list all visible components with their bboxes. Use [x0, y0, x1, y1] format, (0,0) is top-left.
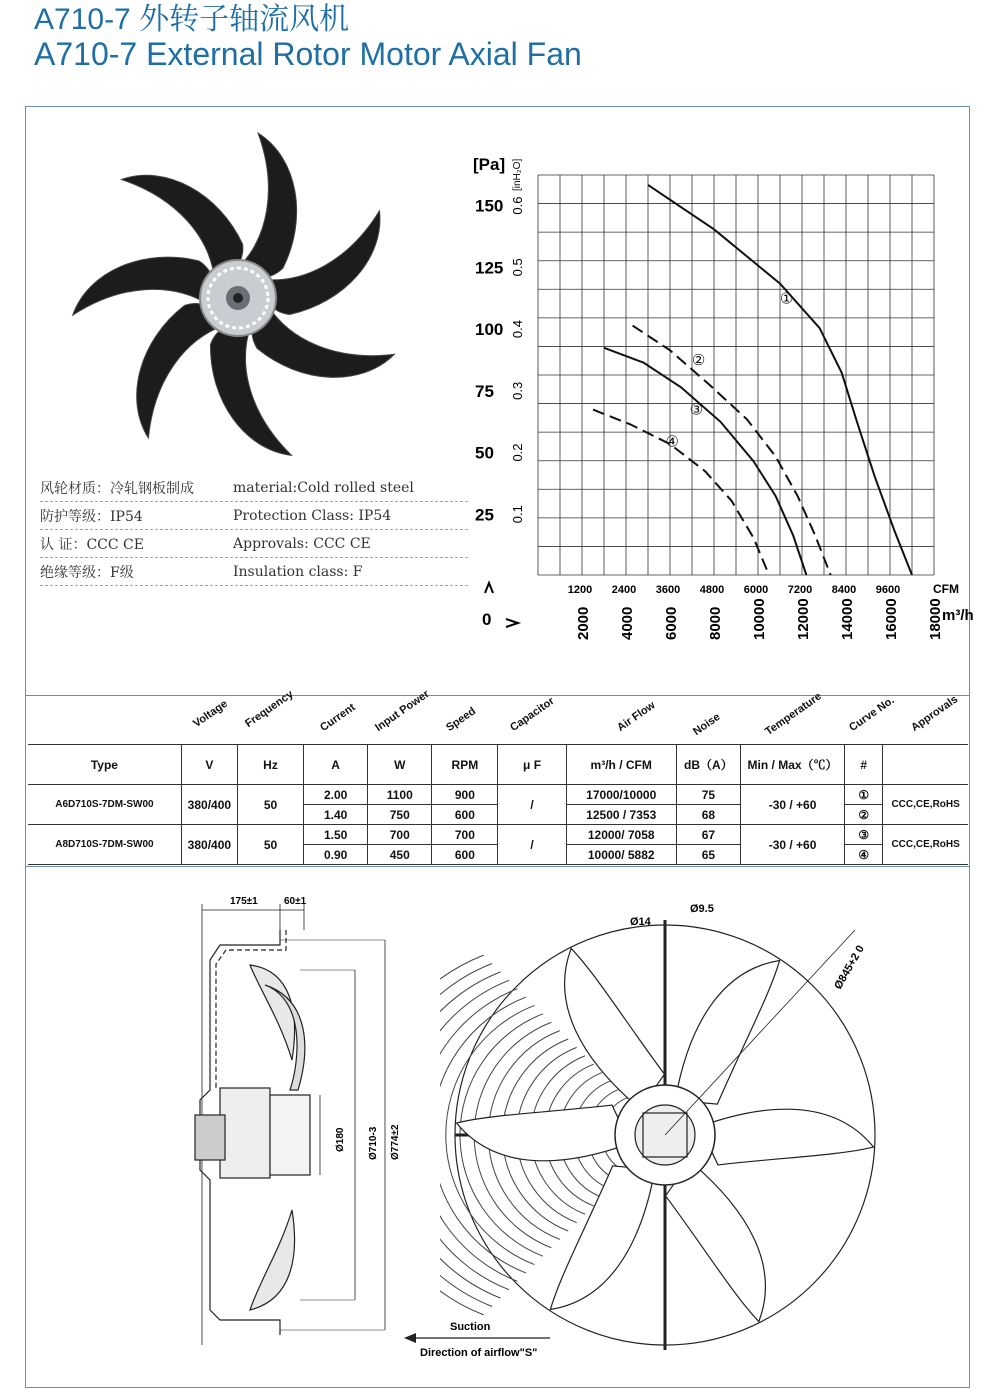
property-en: Approvals: CCC CE	[233, 535, 371, 552]
unit-curve: #	[845, 745, 883, 785]
unit-cap: μ F	[498, 745, 566, 785]
curve-label: ③	[689, 401, 704, 419]
cell-voltage: 380/400	[181, 785, 237, 825]
y-tick-inh2o: 0.3	[510, 381, 525, 400]
property-cn: 绝缘等级：F级	[40, 564, 134, 581]
spec-header-rotated	[28, 688, 968, 744]
cell-current: 1.40	[304, 805, 368, 825]
cell-power: 700	[368, 825, 432, 845]
unit-noise: dB（A）	[676, 745, 740, 785]
performance-chart	[460, 145, 980, 645]
header-noise: Noise	[691, 710, 723, 738]
curve-②	[633, 326, 831, 575]
cell-noise: 65	[676, 845, 740, 865]
x-tick-cfm: 2400	[611, 584, 637, 596]
divider-bottom	[25, 866, 970, 867]
cell-airflow: 10000/ 5882	[566, 845, 676, 865]
cell-speed: 600	[432, 845, 498, 865]
cell-temp: -30 / +60	[740, 785, 844, 825]
cell-current: 0.90	[304, 845, 368, 865]
y-axis-arrow	[485, 583, 493, 593]
x-tick-cfm: 6000	[743, 584, 769, 596]
header-airflow: Air Flow	[615, 699, 658, 734]
y-label-pa: [Pa]	[473, 155, 506, 174]
dim-9-5: Ø9.5	[690, 903, 714, 915]
dim-14: Ø14	[630, 916, 651, 928]
dim-774: Ø774±2	[390, 1124, 401, 1160]
x-tick-m3h: 12000	[795, 598, 812, 640]
cell-cap: /	[498, 785, 566, 825]
unit-freq: Hz	[237, 745, 303, 785]
x-tick-m3h: 2000	[575, 606, 592, 640]
cell-type: A6D710S-7DM-SW00	[28, 785, 181, 825]
cell-airflow: 17000/10000	[566, 785, 676, 805]
property-cn: 风轮材质：冷轧钢板制成	[40, 480, 194, 497]
cell-speed: 700	[432, 825, 498, 845]
y-tick-inh2o: 0.1	[510, 505, 525, 524]
x-tick-m3h: 14000	[839, 598, 856, 640]
dim-175: 175±1	[230, 896, 258, 907]
dim-710: Ø710-3	[368, 1126, 379, 1160]
y-tick-pa: 75	[475, 381, 494, 401]
unit-speed: RPM	[432, 745, 498, 785]
dim-60: 60±1	[284, 896, 307, 907]
title-en: A710-7 External Rotor Motor Axial Fan	[34, 36, 582, 72]
x-label-m3h: m³/h	[942, 607, 974, 624]
side-view-drawing	[180, 890, 410, 1370]
front-view-drawing	[440, 890, 890, 1370]
property-en: Protection Class: IP54	[233, 507, 392, 524]
cell-approvals: CCC,CE,RoHS	[883, 825, 968, 865]
y-tick-pa: 50	[475, 443, 494, 463]
cell-freq: 50	[237, 785, 303, 825]
cell-cap: /	[498, 825, 566, 865]
header-temperature: Temperature	[763, 690, 824, 738]
x-tick-cfm: 1200	[567, 584, 593, 596]
header-curve-no: Curve No.	[847, 694, 897, 734]
x-tick-m3h: 8000	[707, 606, 724, 640]
x-tick-cfm: 8400	[831, 584, 857, 596]
property-cn: 防护等级：IP54	[40, 508, 143, 525]
y-tick-pa: 150	[475, 196, 504, 216]
cell-speed: 600	[432, 805, 498, 825]
y-tick-pa: 100	[475, 320, 504, 340]
airflow-arrow	[400, 1318, 560, 1368]
cell-current: 2.00	[304, 785, 368, 805]
cell-freq: 50	[237, 825, 303, 865]
cell-temp: -30 / +60	[740, 825, 844, 865]
header-voltage: Voltage	[191, 697, 230, 730]
x-tick-cfm: 9600	[875, 584, 901, 596]
cell-voltage: 380/400	[181, 825, 237, 865]
x-tick-m3h: 6000	[663, 606, 680, 640]
cell-speed: 900	[432, 785, 498, 805]
cell-power: 750	[368, 805, 432, 825]
header-input-power: Input Power	[373, 688, 432, 734]
property-row	[40, 474, 468, 502]
property-row	[40, 558, 468, 586]
cell-curve: ③	[845, 825, 883, 845]
x-tick-cfm: 3600	[655, 584, 681, 596]
cell-curve: ②	[845, 805, 883, 825]
header-current: Current	[318, 701, 358, 734]
property-cn: 认 证：CCC CE	[40, 536, 144, 553]
x-tick-cfm: 7200	[787, 584, 813, 596]
cell-noise: 75	[676, 785, 740, 805]
property-row	[40, 502, 468, 530]
unit-power: W	[368, 745, 432, 785]
header-capacitor: Capacitor	[508, 695, 557, 734]
cell-power: 1100	[368, 785, 432, 805]
header-approvals: Approvals	[909, 693, 961, 734]
dim-845: Ø845+2 0	[832, 943, 867, 992]
y-label-inh2o: [inH₂O]	[512, 158, 523, 191]
dim-180: Ø180	[335, 1127, 346, 1152]
cell-airflow: 12000/ 7058	[566, 825, 676, 845]
table-row	[28, 785, 968, 805]
x-tick-m3h: 18000	[927, 598, 944, 640]
unit-temp: Min / Max（℃）	[740, 745, 844, 785]
x-axis-arrow	[506, 619, 518, 627]
cell-power: 450	[368, 845, 432, 865]
curve-④	[593, 410, 769, 575]
fan-impeller-image	[60, 130, 400, 460]
unit-airflow: m³/h / CFM	[566, 745, 676, 785]
cell-airflow: 12500 / 7353	[566, 805, 676, 825]
cell-curve: ④	[845, 845, 883, 865]
y-tick-inh2o: 0.4	[510, 320, 525, 339]
y-tick-pa: 125	[475, 258, 504, 278]
curve-label: ①	[779, 290, 794, 308]
cell-type: A8D710S-7DM-SW00	[28, 825, 181, 865]
origin-label: 0	[482, 610, 492, 629]
spec-unit-row	[28, 745, 968, 785]
unit-type: Type	[28, 745, 181, 785]
y-tick-inh2o: 0.6	[510, 196, 525, 215]
cell-current: 1.50	[304, 825, 368, 845]
table-row	[28, 825, 968, 845]
cell-approvals: CCC,CE,RoHS	[883, 785, 968, 825]
cell-noise: 68	[676, 805, 740, 825]
x-label-cfm: CFM	[933, 582, 959, 596]
dim-leader	[665, 930, 855, 1135]
properties-list	[40, 474, 468, 586]
header-frequency: Frequency	[243, 688, 296, 730]
unit-voltage: V	[181, 745, 237, 785]
header-speed: Speed	[444, 705, 479, 734]
y-tick-inh2o: 0.5	[510, 258, 525, 277]
y-tick-inh2o: 0.2	[510, 443, 525, 462]
property-en: material:Cold rolled steel	[233, 479, 414, 496]
y-tick-pa: 25	[475, 505, 494, 525]
property-row	[40, 530, 468, 558]
cell-curve: ①	[845, 785, 883, 805]
fan-blade	[238, 133, 297, 277]
curve-label: ④	[665, 433, 679, 451]
direction-label: Direction of airflow"S"	[420, 1347, 538, 1359]
x-tick-cfm: 4800	[699, 584, 725, 596]
title-cn: A710-7 外转子轴流风机	[34, 3, 350, 36]
spec-table	[28, 744, 968, 865]
unit-approvals	[883, 745, 968, 785]
suction-label: Suction	[450, 1321, 491, 1333]
unit-current: A	[304, 745, 368, 785]
x-tick-m3h: 10000	[751, 598, 768, 640]
x-tick-m3h: 4000	[619, 606, 636, 640]
cell-noise: 67	[676, 825, 740, 845]
x-tick-m3h: 16000	[883, 598, 900, 640]
curve-label: ②	[691, 352, 706, 370]
property-en: Insulation class: F	[233, 563, 363, 580]
